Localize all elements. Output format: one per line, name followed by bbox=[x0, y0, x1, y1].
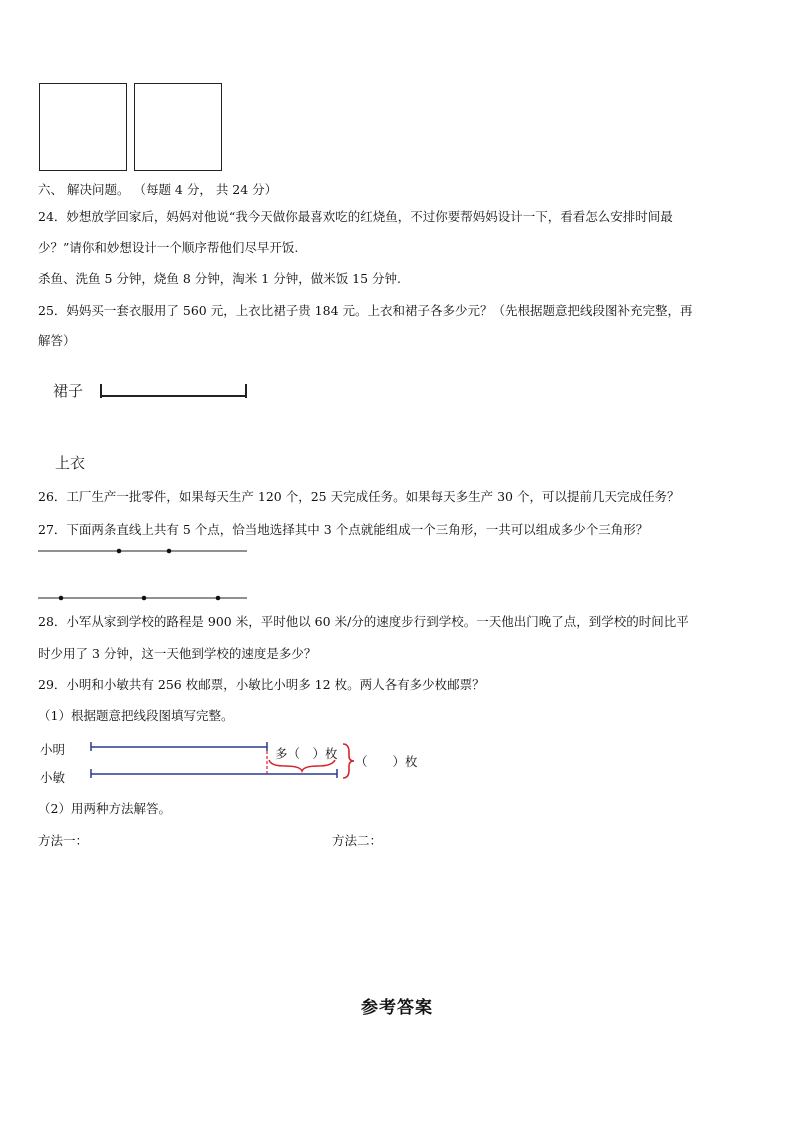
top-label: 上衣 bbox=[55, 454, 86, 472]
q28-line1: 28．小军从家到学校的路程是 900 米，平时他以 60 米/分的速度步行到学校。一天他出门晚了点，到学校的时间比平 bbox=[38, 614, 689, 629]
q29-line1: 29．小明和小敏共有 256 枚邮票，小敏比小明多 12 枚。两人各有多少枚邮票？ bbox=[38, 677, 485, 692]
q25-line1: 25．妈妈买一套衣服用了 560 元，上衣比裙子贵 184 元。上衣和裙子各多少元？（先根据题意把线段图补充完整，再 bbox=[38, 303, 693, 318]
point[interactable] bbox=[117, 549, 122, 554]
point[interactable] bbox=[142, 596, 147, 601]
skirt-label: 裙子 bbox=[53, 382, 84, 400]
q28-line2: 时少用了 3 分钟，这一天他到学校的速度是多少？ bbox=[38, 646, 317, 661]
q24-line2: 少？”请你和妙想设计一个顺序帮他们尽早开饭. bbox=[38, 240, 299, 255]
q27-line-lower bbox=[38, 596, 247, 601]
total-brace bbox=[343, 744, 354, 778]
answer-title: 参考答案 bbox=[361, 998, 433, 1018]
point[interactable] bbox=[167, 549, 172, 554]
point[interactable] bbox=[216, 596, 221, 601]
xiaoming-label: 小明 bbox=[40, 742, 66, 757]
xiaoming-segment bbox=[91, 742, 267, 751]
method-one-label: 方法一： bbox=[38, 833, 89, 848]
total-count-label: （ ）枚 bbox=[355, 754, 418, 769]
q29-part1: （1）根据题意把线段图填写完整。 bbox=[38, 708, 234, 723]
section-heading: 六、 解决问题。 （每题 4 分， 共 24 分） bbox=[38, 182, 278, 197]
skirt-segment[interactable] bbox=[101, 384, 246, 398]
q27-line1: 27．下面两条直线上共有 5 个点，恰当地选择其中 3 个点就能组成一个三角形，一共可以组成多少个三角形？ bbox=[38, 522, 649, 537]
xiaomin-label: 小敏 bbox=[40, 770, 66, 785]
q26-line1: 26．工厂生产一批零件，如果每天生产 120 个，25 天完成任务。如果每天多生产 30 个，可以提前几天完成任务？ bbox=[38, 489, 680, 504]
method-two-label: 方法二： bbox=[332, 833, 383, 848]
q25-line2: 解答） bbox=[38, 333, 76, 348]
difference-brace bbox=[269, 760, 335, 771]
xiaomin-segment bbox=[91, 769, 337, 778]
q29-part2: （2）用两种方法解答。 bbox=[38, 801, 171, 816]
more-count-label: 多（ ）枚 bbox=[275, 746, 338, 761]
q24-line1: 24．妙想放学回家后，妈妈对他说“我今天做你最喜欢吃的红烧鱼，不过你要帮妈妈设计一下，看看怎么安排时间最 bbox=[38, 209, 673, 224]
point[interactable] bbox=[59, 596, 64, 601]
q27-line-upper bbox=[38, 549, 247, 554]
q24-line3: 杀鱼、洗鱼 5 分钟，烧鱼 8 分钟，淘米 1 分钟，做米饭 15 分钟. bbox=[38, 271, 402, 286]
